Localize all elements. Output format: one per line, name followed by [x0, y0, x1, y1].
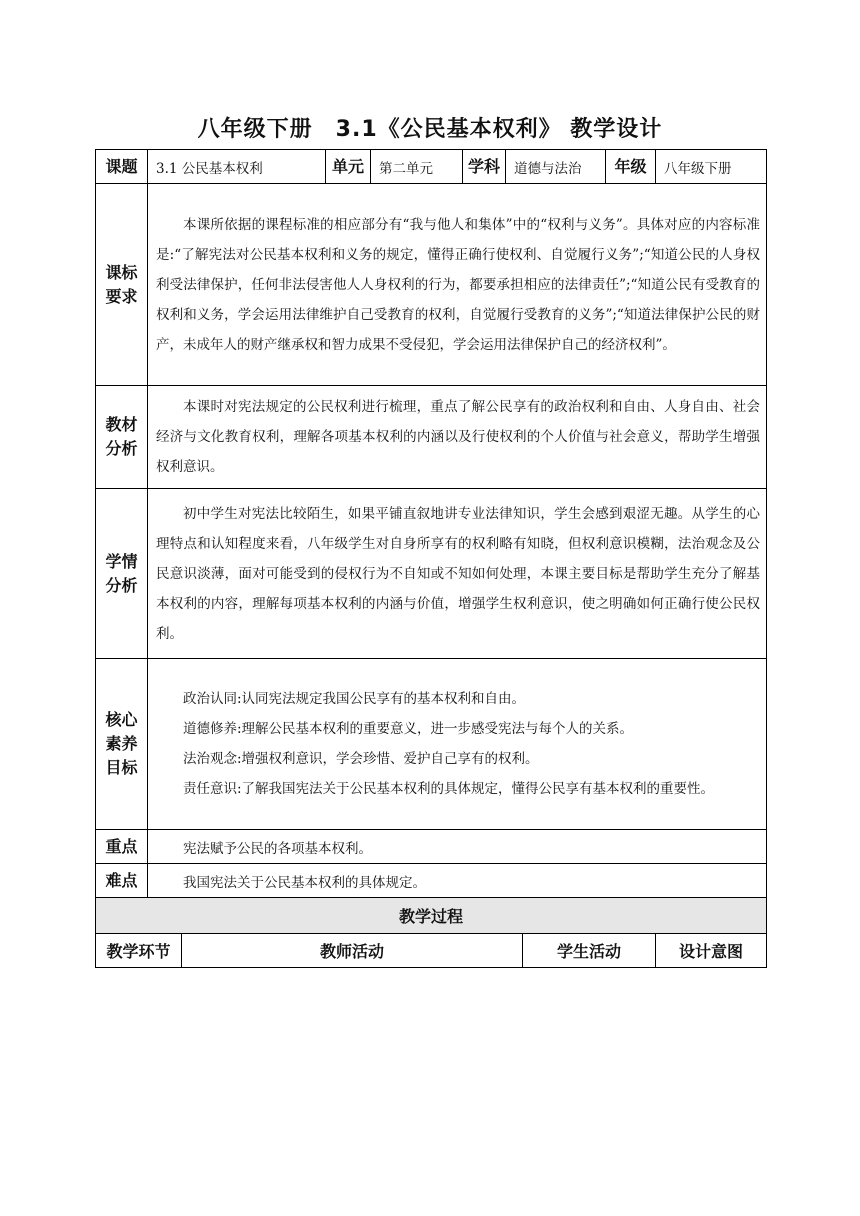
- header-row: [96, 150, 767, 184]
- col-header-stage: 教学环节: [96, 934, 182, 968]
- grade-label: 年级: [606, 150, 656, 184]
- textbook-row: [96, 386, 767, 489]
- standards-row: [96, 184, 767, 386]
- col-header-intent: 设计意图: [656, 934, 767, 968]
- students-row: [96, 489, 767, 659]
- textbook-text: 本课时对宪法规定的公民权利进行梳理，重点了解公民享有的政治权利和自由、人身自由、社会经济与文化教育权利，理解各项基本权利的内涵以及行使权利的个人价值与社会意义，帮助学生增强权利意识。: [148, 386, 767, 489]
- col-header-teacher: 教师活动: [182, 934, 523, 968]
- unit-label: 单元: [326, 150, 371, 184]
- standards-text: 本课所依据的课程标准的相应部分有“我与他人和集体”中的“权利与义务”。具体对应的内容标准是:“了解宪法对公民基本权利和义务的规定，懂得正确行使权利、自觉履行义务”;“知道公民的人身权利受法律保护，任何非法侵害他人人身权利的行为，都要承担相应的法律责任”;“知道公民有受教育的权利和义务，学会运用法律维护自己受教育的权利，自觉履行受教育的义务”;“知道法律保护公民的财产，未成年人的财产继承权和智力成果不受侵犯，学会运用法律保护自己的经济权利”。: [148, 184, 767, 386]
- key-point-text: 宪法赋予公民的各项基本权利。: [148, 830, 767, 864]
- key-point-row: [96, 830, 767, 864]
- page-title: 八年级下册 3.1《公民基本权利》 教学设计: [197, 117, 663, 142]
- standards-label: 课标 要求: [96, 184, 148, 386]
- teaching-process-table: [95, 897, 767, 968]
- students-label: 学情 分析: [96, 489, 148, 659]
- students-text: 初中学生对宪法比较陌生，如果平铺直叙地讲专业法律知识，学生会感到艰涩无趣。从学生的心理特点和认知程度来看，八年级学生对自身所享有的权利略有知晓，但权利意识模糊，法治观念及公民意识淡薄，面对可能受到的侵权行为不自知或不知如何处理，本课主要目标是帮助学生充分了解基本权利的内容，理解每项基本权利的内涵与价值，增强学生权利意识，使之明确如何正确行使公民权利。: [148, 489, 767, 659]
- core-item: 责任意识:了解我国宪法关于公民基本权利的具体规定，懂得公民享有基本权利的重要性。: [183, 781, 715, 797]
- lesson-info-table: [95, 149, 767, 898]
- topic-label: 课题: [96, 150, 148, 184]
- process-header-row: [96, 934, 767, 968]
- col-header-student: 学生活动: [523, 934, 656, 968]
- core-row: [96, 659, 767, 830]
- textbook-label: 教材 分析: [96, 386, 148, 489]
- grade-value: 八年级下册: [656, 150, 767, 184]
- process-title: 教学过程: [96, 898, 767, 934]
- core-item: 政治认同:认同宪法规定我国公民享有的基本权利和自由。: [183, 691, 526, 707]
- core-item: 法治观念:增强权利意识，学会珍惜、爱护自己享有的权利。: [183, 751, 539, 767]
- difficulty-label: 难点: [96, 864, 148, 898]
- subject-label: 学科: [463, 150, 506, 184]
- unit-value: 第二单元: [371, 150, 463, 184]
- core-item: 道德修养:理解公民基本权利的重要意义，进一步感受宪法与每个人的关系。: [183, 721, 634, 737]
- core-text: [148, 659, 767, 830]
- core-label: 核心 素养 目标: [96, 659, 148, 830]
- key-point-label: 重点: [96, 830, 148, 864]
- difficulty-row: [96, 864, 767, 898]
- topic-value: 3.1 公民基本权利: [148, 150, 326, 184]
- subject-value: 道德与法治: [506, 150, 606, 184]
- difficulty-text: 我国宪法关于公民基本权利的具体规定。: [148, 864, 767, 898]
